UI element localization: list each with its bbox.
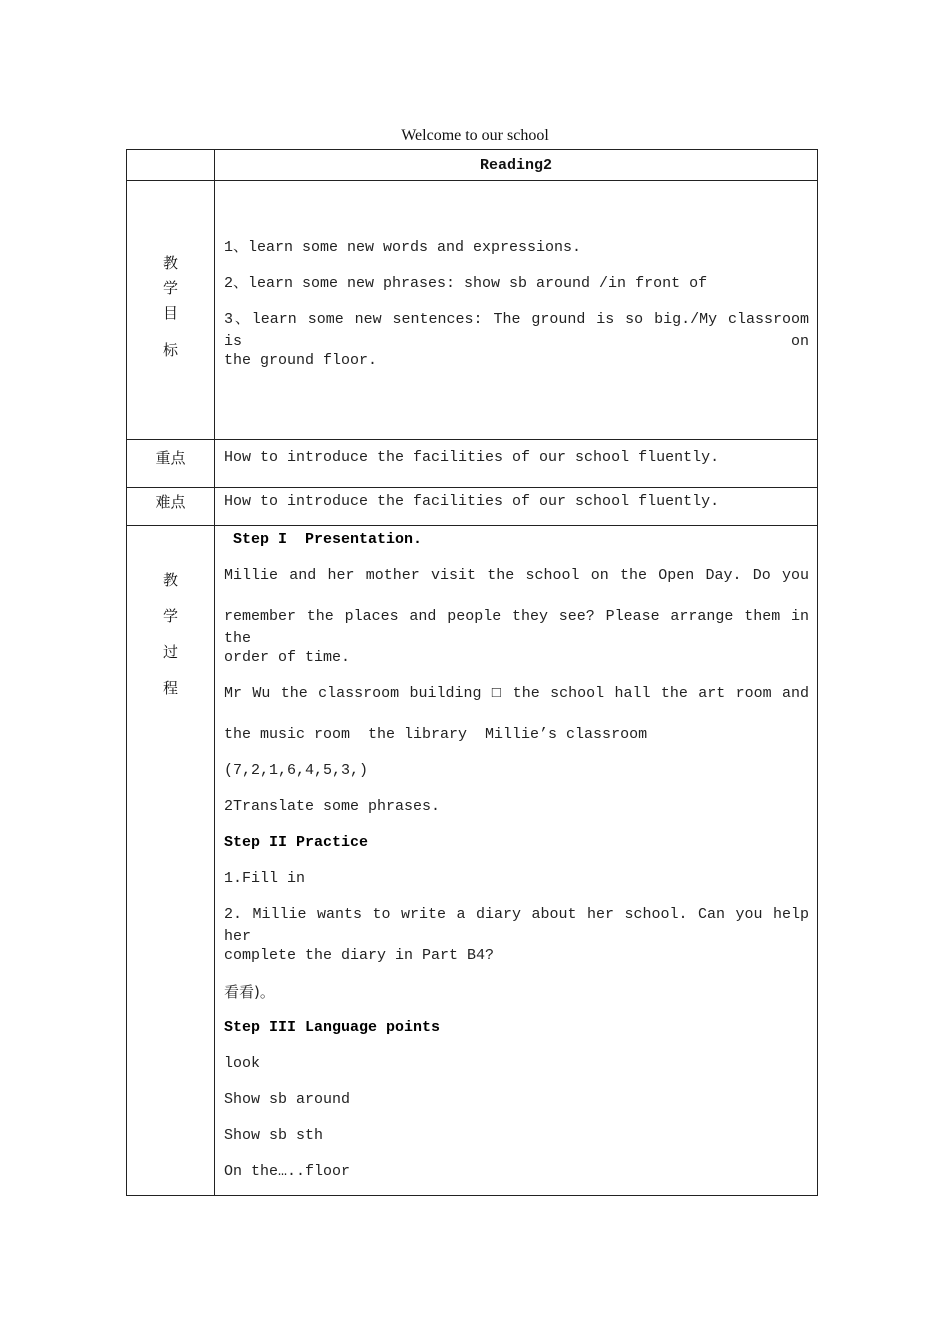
language-point: On the…..floor bbox=[224, 1163, 351, 1180]
fill-in-task: 1.Fill in bbox=[224, 870, 306, 887]
objectives-label-char: 教 bbox=[162, 254, 178, 272]
places-line: the music room the library Millie’s classroom bbox=[224, 726, 648, 743]
process-label-char: 程 bbox=[162, 679, 178, 697]
objective-line: the ground floor. bbox=[224, 352, 378, 369]
objectives-label bbox=[127, 181, 215, 440]
difficult-point-label bbox=[127, 488, 215, 526]
header-row bbox=[127, 150, 818, 181]
key-point-content bbox=[215, 440, 818, 488]
objective-line: 1、learn some new words and expressions. bbox=[224, 239, 582, 256]
process-label bbox=[127, 526, 215, 1196]
diary-task-line: complete the diary in Part B4? bbox=[224, 947, 495, 964]
process-row bbox=[127, 526, 818, 1196]
order-answer: (7,2,1,6,4,5,3,) bbox=[224, 762, 369, 779]
language-point: Show sb sth bbox=[224, 1127, 324, 1144]
lesson-plan-table bbox=[126, 149, 818, 1196]
key-point-label-text: 重点 bbox=[155, 449, 186, 467]
step1-text-line: remember the places and people they see? Please arrange them in the bbox=[224, 608, 809, 647]
diary-task-line: 2. Millie wants to write a diary about her school. Can you help her bbox=[224, 906, 809, 945]
key-point-row bbox=[127, 440, 818, 488]
places-line: Mr Wu the classroom building □ the school hall the art room and bbox=[224, 685, 809, 702]
step2-title: Step II Practice bbox=[224, 834, 369, 851]
language-point: look bbox=[224, 1055, 261, 1072]
process-content bbox=[215, 526, 818, 1196]
key-point-text: How to introduce the facilities of our school fluently. bbox=[224, 449, 720, 466]
objective-line: 2、learn some new phrases: show sb around /in front of bbox=[224, 275, 708, 292]
objectives-row bbox=[127, 181, 818, 440]
objectives-label-char: 目 bbox=[162, 304, 178, 322]
key-point-label bbox=[127, 440, 215, 488]
objective-line: 3、learn some new sentences: The ground is so big./My classroom is on bbox=[224, 311, 809, 350]
objectives-label-char: 标 bbox=[162, 341, 178, 359]
difficult-point-content bbox=[215, 488, 818, 526]
objectives-label-char: 学 bbox=[162, 279, 178, 297]
look-note: 看看)。 bbox=[224, 983, 275, 1001]
objectives-content bbox=[215, 181, 818, 440]
header-label-cell bbox=[127, 150, 215, 181]
process-label-char: 学 bbox=[162, 607, 178, 625]
step1-text-line: Millie and her mother visit the school on the Open Day. Do you bbox=[224, 567, 809, 584]
lesson-header: Reading2 bbox=[215, 150, 818, 181]
step3-title: Step III Language points bbox=[224, 1019, 441, 1036]
difficult-point-text: How to introduce the facilities of our school fluently. bbox=[224, 493, 720, 510]
process-label-char: 过 bbox=[162, 643, 178, 661]
difficult-point-row bbox=[127, 488, 818, 526]
step1-text-line: order of time. bbox=[224, 649, 351, 666]
step1-title: Step I Presentation. bbox=[224, 531, 423, 548]
process-label-char: 教 bbox=[162, 571, 178, 589]
language-point: Show sb around bbox=[224, 1091, 351, 1108]
translate-task: 2Translate some phrases. bbox=[224, 798, 441, 815]
difficult-point-label-text: 难点 bbox=[155, 493, 186, 511]
document-title: Welcome to our school bbox=[401, 127, 549, 144]
